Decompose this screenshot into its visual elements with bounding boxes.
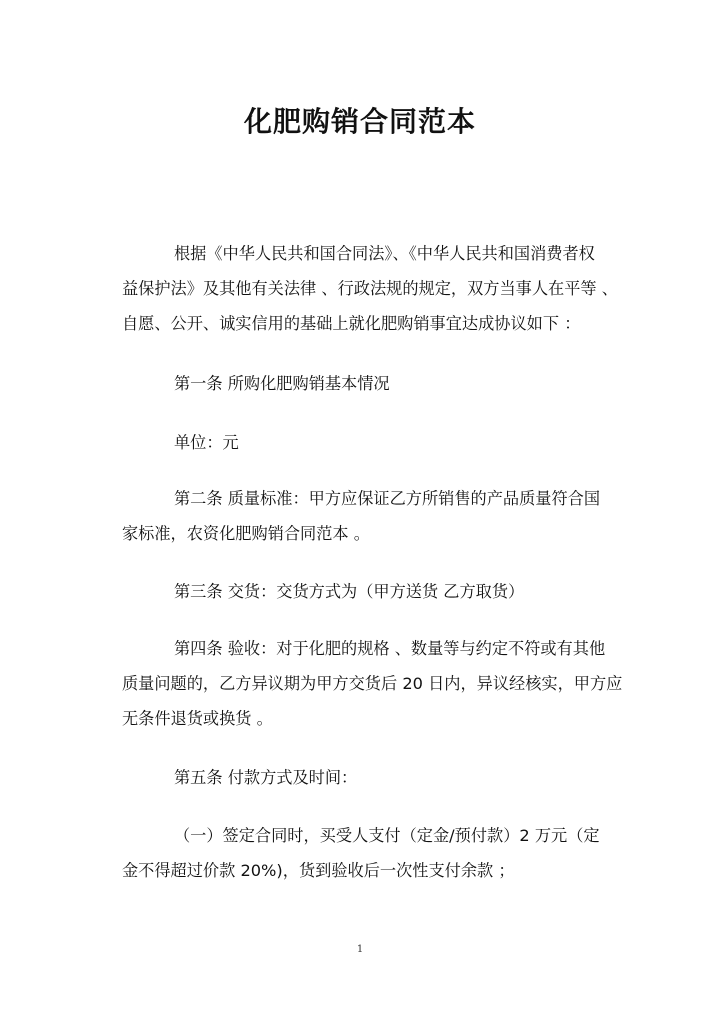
unit-paragraph — [122, 425, 600, 460]
text-line: 单位：元 — [174, 433, 239, 452]
article-4-paragraph — [122, 631, 623, 736]
text-line: 第四条 验收：对于化肥的规格 、数量等与约定不符或有其他 — [174, 639, 606, 658]
text-line: 益保护法》及其他有关法律 、行政法规的规定，双方当事人在平等 、 — [122, 279, 618, 298]
text-line: 第五条 付款方式及时间： — [174, 768, 358, 787]
text-line: （一）签定合同时，买受人支付（定金/预付款）2 万元（定 — [174, 826, 600, 845]
text-line: 金不得超过价款 20%)，货到验收后一次性支付余款 ； — [122, 861, 515, 880]
article-1-paragraph — [122, 366, 600, 401]
text-line: 自愿、公开、诚实信用的基础上就化肥购销事宜达成协议如下 ： — [122, 314, 581, 333]
payment-clause-1-paragraph — [122, 818, 600, 888]
preamble-paragraph — [122, 236, 618, 341]
article-3-paragraph — [122, 574, 600, 609]
page-number: 1 — [356, 944, 364, 955]
text-line: 第一条 所购化肥购销基本情况 — [174, 374, 390, 393]
text-line: 第三条 交货：交货方式为（甲方送货 乙方取货） — [174, 582, 525, 601]
text-line: 家标准，农资化肥购销合同范本 。 — [122, 524, 370, 543]
text-line: 第二条 质量标准：甲方应保证乙方所销售的产品质量符合国 — [174, 489, 601, 508]
document-title: 化肥购销合同范本 — [243, 105, 476, 138]
article-5-paragraph — [122, 760, 600, 795]
text-line: 根据《中华人民共和国合同法》、《中华人民共和国消费者权 — [174, 244, 595, 263]
text-line: 质量问题的，乙方异议期为甲方交货后 20 日内，异议经核实，甲方应 — [122, 674, 623, 693]
text-line: 无条件退货或换货 。 — [122, 709, 273, 728]
article-2-paragraph — [122, 481, 600, 551]
